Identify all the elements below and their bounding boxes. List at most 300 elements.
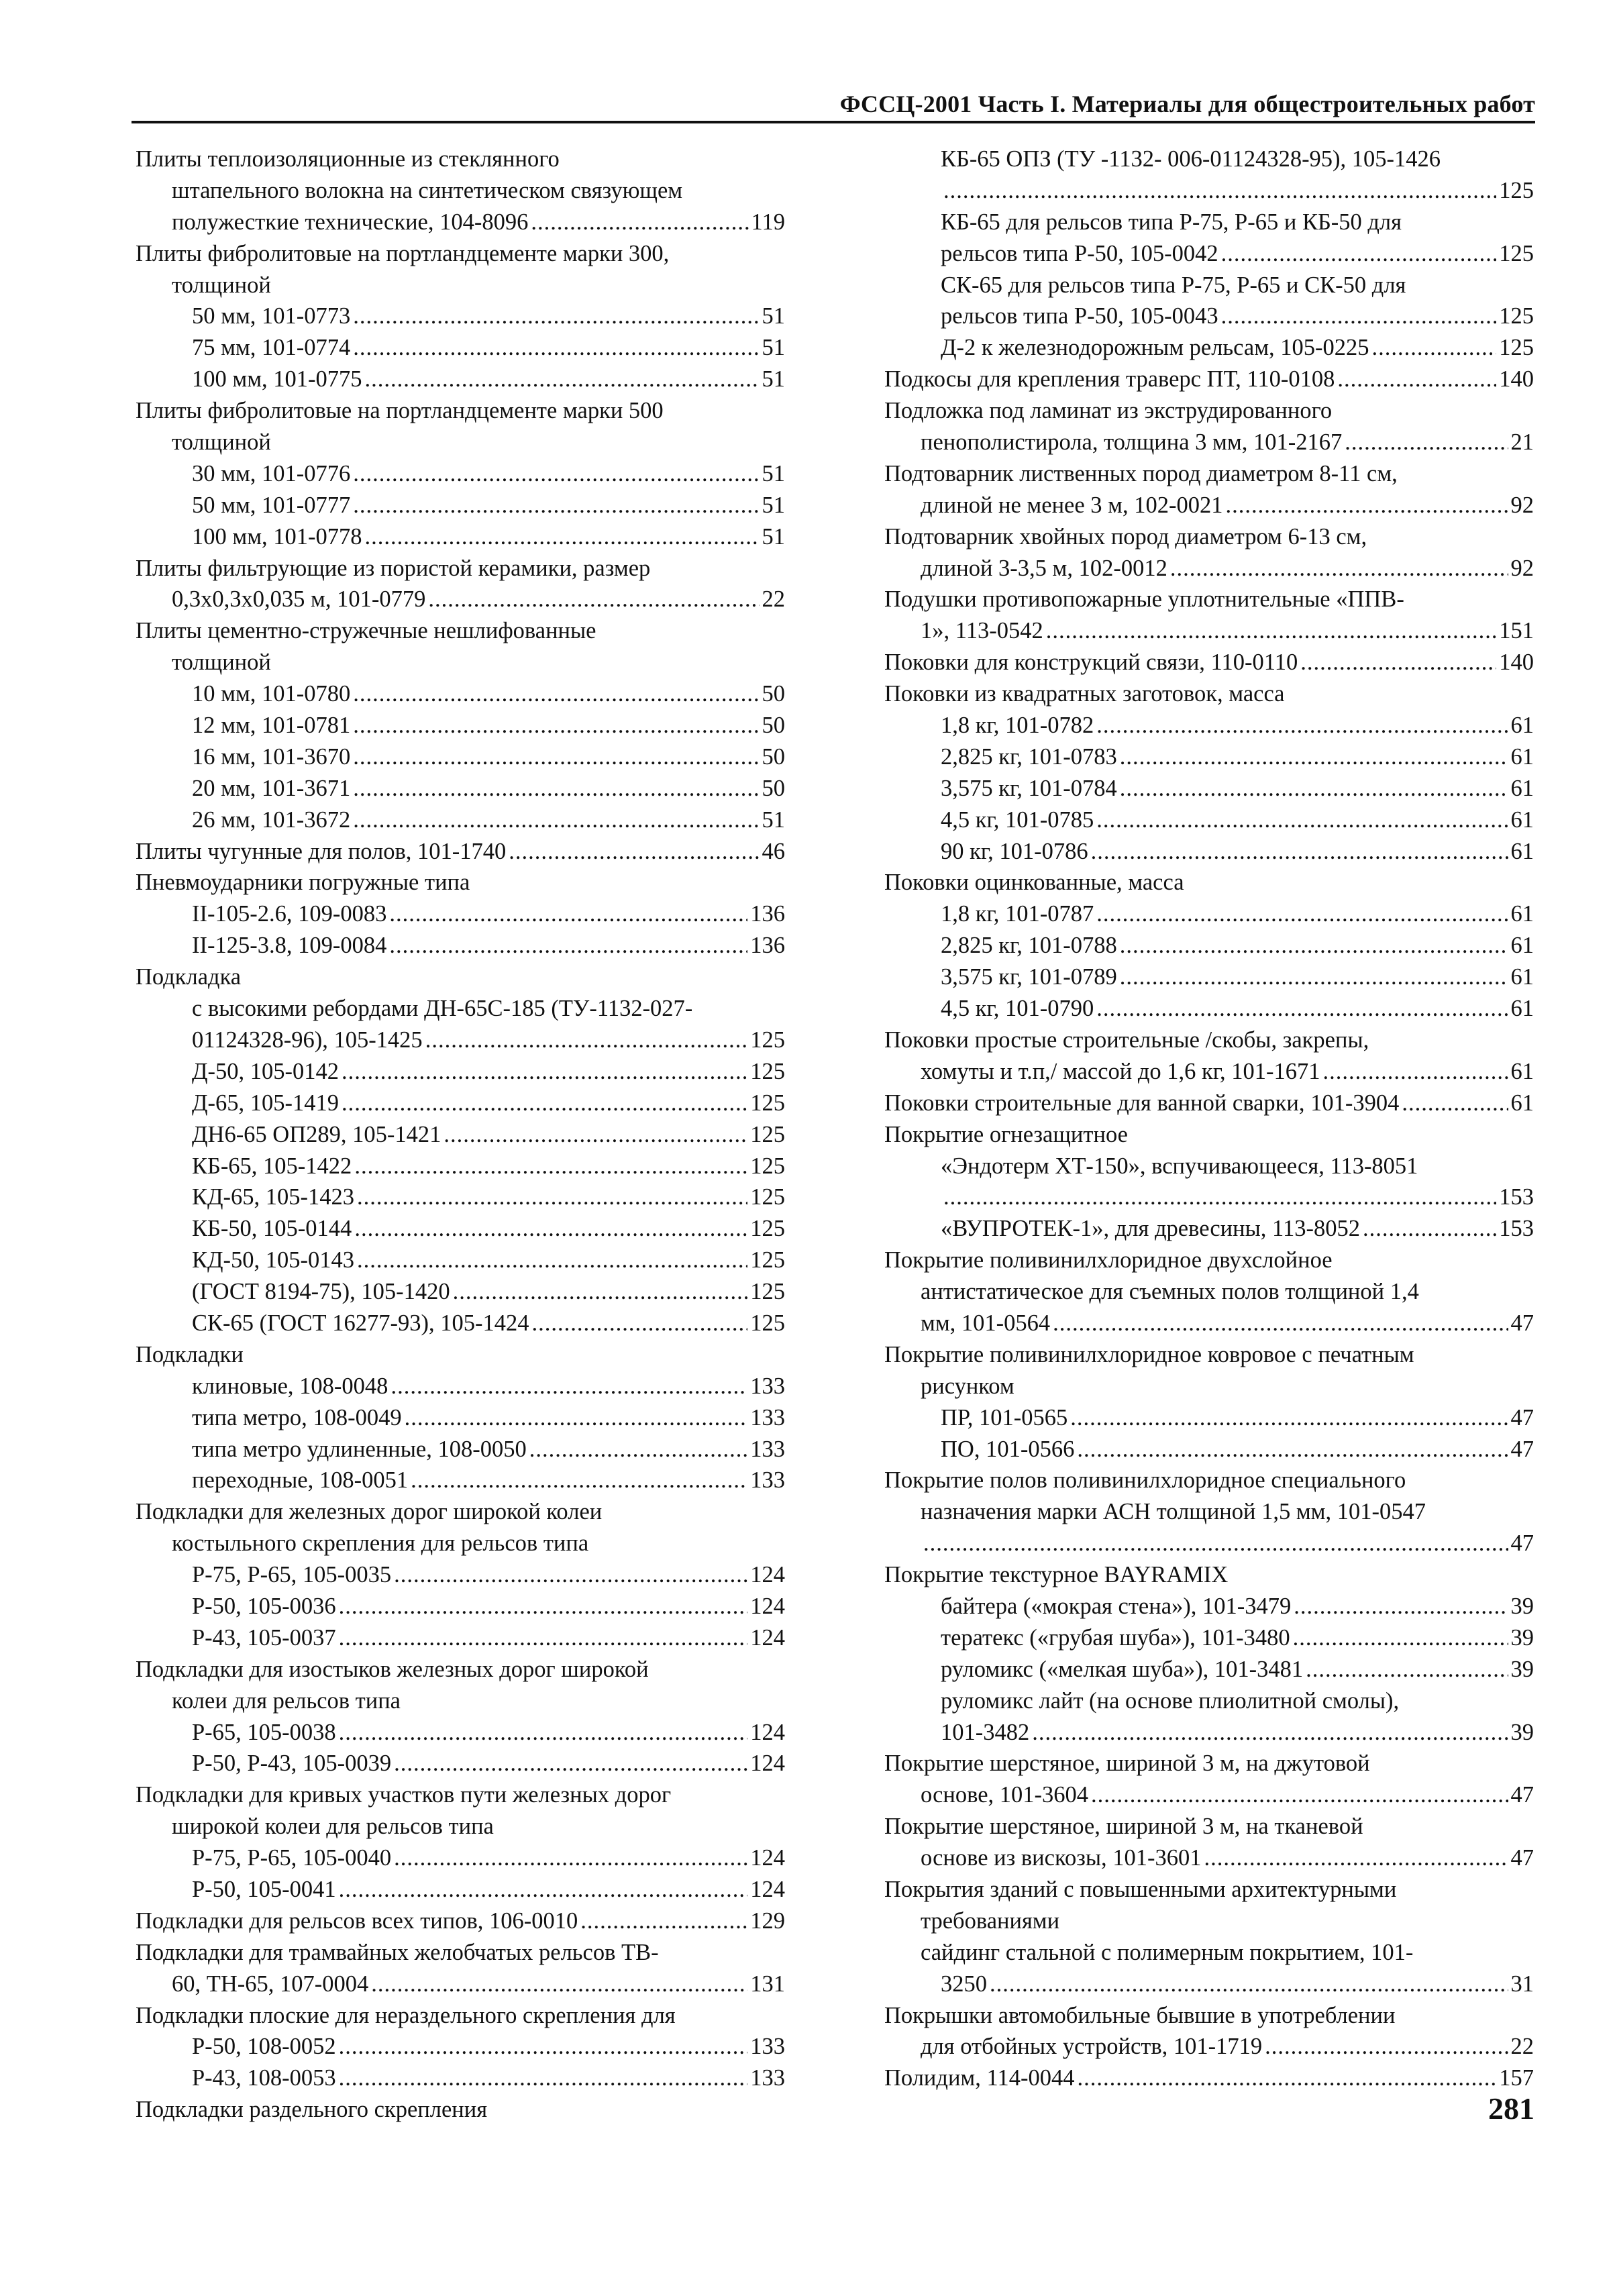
dot-leader <box>357 1245 747 1276</box>
index-entry-text: Р-65, 105-0038 <box>192 1719 336 1745</box>
index-entry-text: 101-3482 <box>941 1719 1030 1745</box>
index-entry-page: 125 <box>1499 240 1534 266</box>
dot-leader <box>1306 1654 1508 1685</box>
index-entry-text: Подкосы для крепления траверс ПТ, 110-0108 <box>884 366 1335 393</box>
index-entry <box>136 2031 785 2063</box>
dot-leader <box>339 1591 748 1622</box>
index-entry <box>136 1088 785 1119</box>
index-entry <box>884 1622 1534 1654</box>
header-title: ФССЦ-2001 Часть I. Материалы для общестроительных работ <box>839 91 1535 117</box>
index-entry <box>884 2063 1534 2094</box>
index-entry-page: 92 <box>1510 555 1534 581</box>
index-entry-page: 133 <box>750 1436 785 1462</box>
index-entry: Пневмоударники погружные типа <box>136 870 470 896</box>
dot-leader <box>1402 1088 1508 1119</box>
dot-leader <box>354 1151 747 1182</box>
index-entry-text: КД-50, 105-0143 <box>192 1247 355 1273</box>
index-entry <box>884 647 1534 678</box>
index-entry: Подкладки для кривых участков пути железных дорог <box>136 1782 672 1808</box>
index-entry-page: 61 <box>1510 806 1534 833</box>
dot-leader <box>1221 238 1497 270</box>
index-entry <box>136 1308 785 1339</box>
index-entry-page: 133 <box>750 1404 785 1430</box>
index-entry <box>136 1276 785 1308</box>
index-entry-page: 61 <box>1510 964 1534 990</box>
index-entry-text: Р-43, 108-0053 <box>192 2065 336 2091</box>
index-entry: колеи для рельсов типа <box>172 1687 401 1714</box>
index-entry-text: длиной не менее 3 м, 102-0021 <box>921 492 1223 518</box>
index-entry-page: 125 <box>750 1279 785 1305</box>
index-entry-page: 133 <box>750 1467 785 1494</box>
index-entry-text: 30 мм, 101-0776 <box>192 460 351 486</box>
index-entry-text: 50 мм, 101-0773 <box>192 303 351 329</box>
index-entry-page: 47 <box>1510 1404 1534 1430</box>
index-entry-page: 51 <box>762 366 785 393</box>
index-entry <box>136 930 785 961</box>
index-entry <box>136 1151 785 1182</box>
index-entry: с высокими ребордами ДН-65С-185 (ТУ-1132-027- <box>192 996 693 1022</box>
index-entry <box>136 836 785 868</box>
index-entry <box>136 332 785 364</box>
index-entry <box>136 207 785 238</box>
index-entry-text: КБ-50, 105-0144 <box>192 1216 352 1242</box>
index-entry <box>884 1213 1534 1245</box>
index-entry: КБ-65 для рельсов типа Р-75, Р-65 и КБ-50 для <box>941 209 1402 235</box>
index-entry-page: 125 <box>750 1310 785 1336</box>
index-entry-text: рельсов типа Р-50, 105-0043 <box>941 303 1218 329</box>
index-entry-text: Р-75, Р-65, 105-0035 <box>192 1562 392 1588</box>
running-header <box>132 90 1535 123</box>
dot-leader <box>1046 615 1497 647</box>
dot-leader <box>425 1025 748 1056</box>
dot-leader <box>943 1182 1496 1213</box>
dot-leader <box>353 773 759 804</box>
dot-leader <box>342 1056 747 1088</box>
index-entry: Плиты фибролитовые на портландцементе марки 500 <box>136 398 664 424</box>
dot-leader <box>1345 427 1508 458</box>
index-entry-page: 124 <box>750 1562 785 1588</box>
index-entry-page: 125 <box>750 1184 785 1210</box>
index-entry <box>136 1025 785 1056</box>
index-entry-page: 124 <box>750 1719 785 1745</box>
index-entry-text: основе, 101-3604 <box>921 1782 1089 1808</box>
index-entry: Подкладка <box>136 964 242 990</box>
dot-leader <box>1300 647 1496 678</box>
index-entry-page: 50 <box>762 713 785 739</box>
dot-leader <box>405 1402 748 1434</box>
index-entry-text: ПО, 101-0566 <box>941 1436 1075 1462</box>
index-entry-page: 47 <box>1510 1436 1534 1462</box>
dot-leader <box>531 1308 747 1339</box>
index-entry: Плиты цементно-стружечные нешлифованные <box>136 618 596 644</box>
index-entry-page: 51 <box>762 335 785 361</box>
index-entry-text: ДН6-65 ОП289, 105-1421 <box>192 1121 441 1147</box>
index-entry-page: 125 <box>750 1027 785 1053</box>
index-entry <box>884 332 1534 364</box>
index-entry: Плиты фильтрующие из пористой керамики, размер <box>136 555 651 581</box>
dot-leader <box>1372 332 1497 364</box>
index-entry-page: 47 <box>1510 1530 1534 1557</box>
index-entry: Плиты теплоизоляционные из стеклянного <box>136 146 560 172</box>
dot-leader <box>353 710 759 741</box>
index-entry-page: 124 <box>750 1845 785 1871</box>
index-entry <box>884 836 1534 868</box>
index-entry-page: 129 <box>750 1908 785 1934</box>
dot-leader <box>990 1969 1508 2000</box>
index-entry-page: 136 <box>750 933 785 959</box>
index-entry: Покрышки автомобильные бывшие в употреблении <box>884 2002 1396 2028</box>
index-entry-page: 124 <box>750 1624 785 1651</box>
index-entry-text: полужесткие технические, 104-8096 <box>172 209 529 235</box>
dot-leader <box>394 1559 747 1591</box>
index-entry-page: 125 <box>750 1153 785 1179</box>
index-entry-text: Р-75, Р-65, 105-0040 <box>192 1845 392 1871</box>
dot-leader <box>923 1528 1508 1559</box>
index-entry <box>884 930 1534 961</box>
dot-leader <box>1120 961 1508 993</box>
index-entry-text: 4,5 кг, 101-0785 <box>941 806 1094 833</box>
dot-leader <box>353 490 759 521</box>
index-entry: штапельного волокна на синтетическом связующем <box>172 177 683 203</box>
index-entry <box>884 1779 1534 1811</box>
index-entry <box>136 1842 785 1874</box>
dot-leader <box>509 836 759 868</box>
index-entry-page: 131 <box>750 1971 785 1997</box>
index-entry <box>884 1434 1534 1465</box>
index-entry-text: 10 мм, 101-0780 <box>192 681 351 707</box>
index-entry-text: II-105-2.6, 109-0083 <box>192 901 387 927</box>
dot-leader <box>411 1465 747 1496</box>
index-entry-page: 51 <box>762 303 785 329</box>
index-entry-text: 0,3x0,3x0,035 м, 101-0779 <box>172 586 426 613</box>
index-entry: Покрытие полов поливинилхлоридное специального <box>884 1467 1406 1494</box>
index-entry <box>136 1119 785 1151</box>
index-entry-text: ПР, 101-0565 <box>941 1404 1068 1430</box>
dot-leader <box>353 741 759 773</box>
index-entry-text: 2,825 кг, 101-0788 <box>941 933 1117 959</box>
dot-leader <box>529 1434 748 1465</box>
index-entry-page: 133 <box>750 1373 785 1399</box>
index-entry-text: переходные, 108-0051 <box>192 1467 409 1494</box>
index-entry-page: 125 <box>1499 335 1534 361</box>
index-entry: СК-65 для рельсов типа Р-75, Р-65 и СК-50 для <box>941 272 1406 298</box>
index-entry <box>884 993 1534 1025</box>
page-number: 281 <box>1488 2091 1534 2126</box>
dot-leader <box>1032 1717 1508 1749</box>
index-entry <box>884 1969 1534 2000</box>
index-entry <box>136 1245 785 1276</box>
index-entry-text: СК-65 (ГОСТ 16277-93), 105-1424 <box>192 1310 529 1336</box>
index-entry-page: 39 <box>1510 1719 1534 1745</box>
index-entry <box>136 1402 785 1434</box>
index-entry: толщиной <box>172 649 271 676</box>
dot-leader <box>1265 2031 1508 2063</box>
index-entry-page: 92 <box>1510 492 1534 518</box>
index-entry <box>136 741 785 773</box>
index-entry: Подкладки для изостыков железных дорог широкой <box>136 1656 649 1682</box>
index-entry-page: 125 <box>1499 177 1534 203</box>
index-entry-text: Р-50, 105-0041 <box>192 1876 336 1902</box>
index-entry: Подтоварник хвойных пород диаметром 6-13 см, <box>884 523 1367 550</box>
index-entry-page: 124 <box>750 1593 785 1619</box>
index-entry: Поковки из квадратных заготовок, масса <box>884 681 1285 707</box>
index-entry <box>136 1056 785 1088</box>
index-entry <box>884 490 1534 521</box>
dot-leader <box>1294 1591 1508 1622</box>
index-entry: рисунком <box>921 1373 1014 1399</box>
index-entry-page: 21 <box>1510 429 1534 456</box>
index-entry-text: хомуты и т.п,/ массой до 1,6 кг, 101-1671 <box>921 1058 1320 1084</box>
index-entry-page: 140 <box>1499 366 1534 393</box>
dot-leader <box>339 2063 748 2094</box>
dot-leader <box>531 207 748 238</box>
index-entry: руломикс лайт (на основе плиолитной смолы), <box>941 1687 1400 1714</box>
index-entry: костыльного скрепления для рельсов типа <box>172 1530 589 1557</box>
index-entry <box>136 710 785 741</box>
index-entry <box>884 175 1534 207</box>
index-entry <box>136 584 785 615</box>
index-entry-page: 125 <box>750 1090 785 1116</box>
index-entry-text: 20 мм, 101-3671 <box>192 775 351 801</box>
index-entry <box>884 2031 1534 2063</box>
index-entry <box>884 615 1534 647</box>
index-entry-page: 51 <box>762 523 785 550</box>
index-entry: широкой колеи для рельсов типа <box>172 1814 494 1840</box>
dot-leader <box>339 2031 748 2063</box>
index-entry-page: 125 <box>750 1121 785 1147</box>
index-entry-text: 90 кг, 101-0786 <box>941 838 1088 864</box>
index-entry-page: 61 <box>1510 838 1534 864</box>
dot-leader <box>390 1371 747 1402</box>
index-entry-page: 125 <box>750 1247 785 1273</box>
index-entry-page: 47 <box>1510 1310 1534 1336</box>
index-entry-page: 125 <box>750 1058 785 1084</box>
index-entry-text: 12 мм, 101-0781 <box>192 713 351 739</box>
index-entry-page: 47 <box>1510 1845 1534 1871</box>
dot-leader <box>389 898 747 930</box>
dot-leader <box>1053 1308 1508 1339</box>
index-entry-text: 1,8 кг, 101-0787 <box>941 901 1094 927</box>
index-entry-text: Поковки для конструкций связи, 110-0110 <box>884 649 1298 676</box>
dot-leader <box>1323 1056 1508 1088</box>
dot-leader <box>342 1088 747 1119</box>
dot-leader <box>1293 1622 1508 1654</box>
index-entry <box>884 773 1534 804</box>
dot-leader <box>371 1969 747 2000</box>
index-entry-page: 31 <box>1510 1971 1534 1997</box>
dot-leader <box>1096 898 1508 930</box>
index-entry: антистатическое для съемных полов толщиной 1,4 <box>921 1279 1419 1305</box>
index-entry-page: 61 <box>1510 713 1534 739</box>
index-entry <box>884 710 1534 741</box>
dot-leader <box>365 364 760 395</box>
index-entry <box>136 364 785 395</box>
index-entry-page: 22 <box>762 586 785 613</box>
index-entry: Подкладки для трамвайных желобчатых рельсов ТВ- <box>136 1939 659 1965</box>
index-entry-text: Подкладки для рельсов всех типов, 106-0010 <box>136 1908 578 1934</box>
index-entry-page: 151 <box>1499 618 1534 644</box>
index-entry <box>136 1717 785 1749</box>
index-entry: Поковки простые строительные /скобы, закрепы, <box>884 1027 1369 1053</box>
index-entry <box>136 1591 785 1622</box>
index-entry-text: руломикс («мелкая шуба»), 101-3481 <box>941 1656 1304 1682</box>
index-entry-text: клиновые, 108-0048 <box>192 1373 388 1399</box>
index-entry <box>136 1371 785 1402</box>
index-entry-text: Д-2 к железнодорожным рельсам, 105-0225 <box>941 335 1369 361</box>
dot-leader <box>428 584 759 615</box>
index-entry-text: основе из вискозы, 101-3601 <box>921 1845 1202 1871</box>
index-entry-text: КБ-65, 105-1422 <box>192 1153 352 1179</box>
index-entry-text: 26 мм, 101-3672 <box>192 806 351 833</box>
index-entry <box>884 427 1534 458</box>
index-entry-text: Р-50, 105-0036 <box>192 1593 336 1619</box>
index-entry-text: 3250 <box>941 1971 987 1997</box>
index-entry-text: типа метро, 108-0049 <box>192 1404 402 1430</box>
index-entry-page: 140 <box>1499 649 1534 676</box>
dot-leader <box>389 930 747 961</box>
index-entry-text: типа метро удлиненные, 108-0050 <box>192 1436 527 1462</box>
index-entry <box>884 1088 1534 1119</box>
dot-leader <box>353 332 759 364</box>
dot-leader <box>1091 836 1508 868</box>
index-entry <box>884 1654 1534 1685</box>
index-entry-text: рельсов типа Р-50, 105-0042 <box>941 240 1218 266</box>
index-entry-text: (ГОСТ 8194-75), 105-1420 <box>192 1279 450 1305</box>
dot-leader <box>353 804 759 836</box>
index-entry <box>136 773 785 804</box>
index-entry-text: мм, 101-0564 <box>921 1310 1051 1336</box>
index-entry-page: 61 <box>1510 1090 1534 1116</box>
index-entry-text: 1,8 кг, 101-0782 <box>941 713 1094 739</box>
index-entry <box>884 898 1534 930</box>
dot-leader <box>580 1906 747 1937</box>
index-entry <box>884 364 1534 395</box>
index-entry <box>136 521 785 553</box>
index-entry <box>884 238 1534 270</box>
index-entry <box>136 1213 785 1245</box>
dot-leader <box>354 1213 747 1245</box>
dot-leader <box>1120 930 1508 961</box>
index-entry-page: 47 <box>1510 1782 1534 1808</box>
index-entry-page: 61 <box>1510 743 1534 770</box>
index-entry-page: 133 <box>750 2034 785 2060</box>
index-entry-text: Р-50, Р-43, 105-0039 <box>192 1751 392 1777</box>
index-entry: толщиной <box>172 272 271 298</box>
index-entry-page: 133 <box>750 2065 785 2091</box>
index-entry: Плиты фибролитовые на портландцементе марки 300, <box>136 240 670 266</box>
index-entry: Подтоварник лиственных пород диаметром 8-11 см, <box>884 460 1398 486</box>
dot-leader <box>453 1276 748 1308</box>
index-entry: Покрытие поливинилхлоридное ковровое с печатным <box>884 1341 1414 1367</box>
dot-leader <box>1077 1434 1508 1465</box>
index-entry: Подкладки <box>136 1341 244 1367</box>
index-entry-text: Р-43, 105-0037 <box>192 1624 336 1651</box>
index-entry-text: 16 мм, 101-3670 <box>192 743 351 770</box>
index-entry-text: 75 мм, 101-0774 <box>192 335 351 361</box>
index-entry <box>884 1308 1534 1339</box>
index-entry <box>136 804 785 836</box>
index-entry-page: 22 <box>1510 2034 1534 2060</box>
dot-leader <box>444 1119 747 1151</box>
dot-leader <box>1337 364 1496 395</box>
index-entry-page: 61 <box>1510 1058 1534 1084</box>
index-entry-page: 50 <box>762 775 785 801</box>
index-entry <box>136 1874 785 1906</box>
index-entry <box>884 1182 1534 1213</box>
index-entry-text: 2,825 кг, 101-0783 <box>941 743 1117 770</box>
index-entry: назначения марки АСН толщиной 1,5 мм, 101-0547 <box>921 1499 1426 1525</box>
index-entry-page: 125 <box>1499 303 1534 329</box>
index-entry-page: 119 <box>751 209 785 235</box>
dot-leader <box>1120 773 1508 804</box>
index-entry <box>136 1182 785 1213</box>
index-entry-text: байтера («мокрая стена»), 101-3479 <box>941 1593 1292 1619</box>
dot-leader <box>943 175 1496 207</box>
index-entry: сайдинг стальной с полимерным покрытием, 101- <box>921 1939 1414 1965</box>
dot-leader <box>1091 1779 1508 1811</box>
index-entry <box>884 1402 1534 1434</box>
index-entry: Подкладки плоские для нераздельного скрепления для <box>136 2002 676 2028</box>
index-entry-page: 46 <box>762 838 785 864</box>
index-entry-page: 61 <box>1510 996 1534 1022</box>
index-entry: Подкладки для железных дорог широкой колеи <box>136 1499 603 1525</box>
index-entry <box>136 1969 785 2000</box>
index-entry-text: II-125-3.8, 109-0084 <box>192 933 387 959</box>
index-entry <box>136 1622 785 1654</box>
dot-leader <box>339 1874 748 1906</box>
index-entry-text: Плиты чугунные для полов, 101-1740 <box>136 838 507 864</box>
index-entry: Подушки противопожарные уплотнительные «ППВ- <box>884 586 1404 613</box>
dot-leader <box>1363 1213 1496 1245</box>
index-entry: Покрытие шерстяное, шириной 3 м, на тканевой <box>884 1814 1363 1840</box>
index-entry-page: 50 <box>762 743 785 770</box>
index-entry: Покрытия зданий с повышенными архитектурными <box>884 1876 1397 1902</box>
dot-leader <box>339 1622 748 1654</box>
index-entry <box>136 458 785 490</box>
index-entry <box>884 301 1534 332</box>
index-entry <box>884 1528 1534 1559</box>
index-entry <box>884 741 1534 773</box>
index-entry-page: 124 <box>750 1751 785 1777</box>
dot-leader <box>357 1182 747 1213</box>
index-column-right <box>884 144 1534 2094</box>
index-entry: «Эндотерм ХТ-150», вспучивающееся, 113-8051 <box>941 1153 1418 1179</box>
index-entry <box>884 804 1534 836</box>
index-entry-text: Полидим, 114-0044 <box>884 2065 1075 2091</box>
index-entry-page: 153 <box>1499 1184 1534 1210</box>
index-entry: Подложка под ламинат из экструдированного <box>884 398 1333 424</box>
index-column-left <box>136 144 785 2126</box>
index-entry: Подкладки раздельного скрепления <box>136 2097 488 2123</box>
index-entry <box>884 553 1534 584</box>
index-entry <box>136 678 785 710</box>
index-entry-text: КД-65, 105-1423 <box>192 1184 355 1210</box>
dot-leader <box>353 678 759 710</box>
dot-leader <box>1226 490 1508 521</box>
index-entry-page: 51 <box>762 460 785 486</box>
index-entry <box>884 961 1534 993</box>
dot-leader <box>394 1842 747 1874</box>
index-entry: Покрытие шерстяное, шириной 3 м, на джутовой <box>884 1751 1370 1777</box>
index-entry-text: 100 мм, 101-0775 <box>192 366 362 393</box>
index-entry-text: тератекс («грубая шуба»), 101-3480 <box>941 1624 1290 1651</box>
dot-leader <box>353 301 759 332</box>
dot-leader <box>1221 301 1497 332</box>
dot-leader <box>1120 741 1508 773</box>
index-entry-page: 51 <box>762 806 785 833</box>
index-entry <box>136 490 785 521</box>
index-entry-text: 50 мм, 101-0777 <box>192 492 351 518</box>
